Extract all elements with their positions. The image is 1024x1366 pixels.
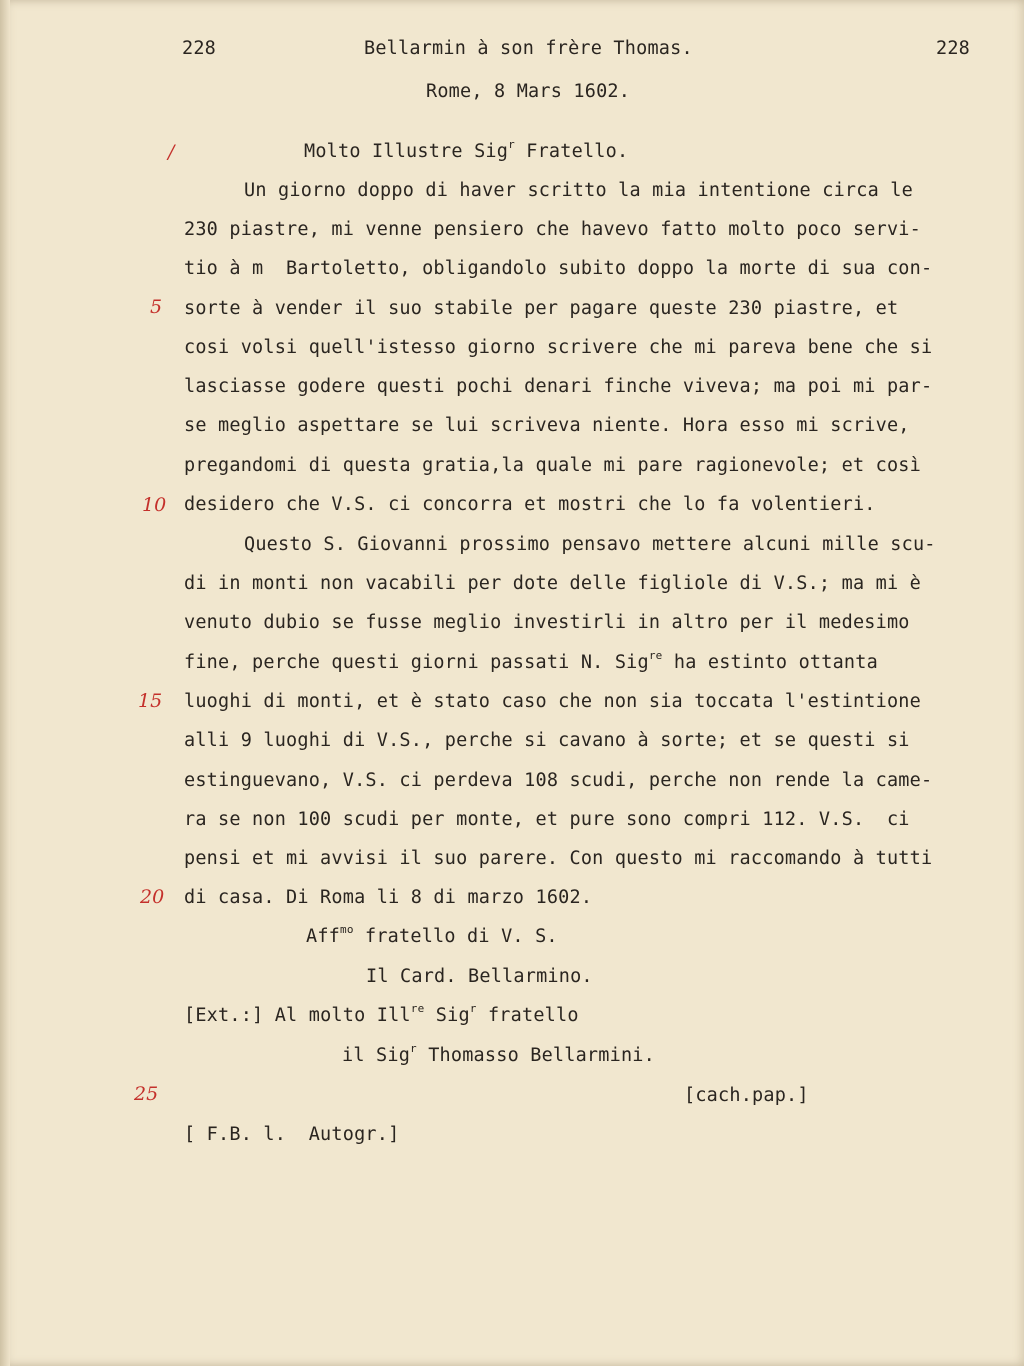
- margin-mark: 25: [134, 1083, 159, 1105]
- address-line: il Sig$^r$ Thomasso Bellarmini.: [342, 1042, 655, 1066]
- body-line: 230 piastre, mi venne pensiero che havevo fatto molto poco servi-: [184, 219, 921, 240]
- margin-mark: /: [168, 141, 175, 163]
- body-line: se meglio aspettare se lui scriveva niente. Hora esso mi scrive,: [184, 415, 910, 436]
- page-edge: [0, 0, 10, 1366]
- closing: Aff$^{mo}$ fratello di V. S.: [306, 923, 558, 947]
- source-note: [ F.B. l. Autogr.]: [184, 1124, 400, 1145]
- dateline: Rome, 8 Mars 1602.: [426, 81, 631, 102]
- body-line: cosi volsi quell'istesso giorno scrivere che mi pareva bene che si: [184, 337, 933, 358]
- body-line: fine, perche questi giorni passati N. Sig$^{re}$ ha estinto ottanta: [184, 649, 878, 673]
- body-line: pensi et mi avvisi il suo parere. Con questo mi raccomando à tutti: [184, 848, 933, 869]
- page-number-right: 228: [936, 38, 971, 59]
- body-line: Un giorno doppo di haver scritto la mia intentione circa le: [244, 180, 913, 201]
- body-line: sorte à vender il suo stabile per pagare queste 230 piastre, et: [184, 298, 899, 319]
- body-line: estinguevano, V.S. ci perdeva 108 scudi, perche non rende la came-: [184, 770, 933, 791]
- margin-mark: 5: [150, 296, 163, 318]
- margin-mark: 10: [142, 494, 167, 516]
- salutation: Molto Illustre Sig$^r$ Fratello.: [304, 138, 629, 162]
- body-line: ra se non 100 scudi per monte, et pure sono compri 112. V.S. ci: [184, 809, 910, 830]
- body-line: luoghi di monti, et è stato caso che non sia toccata l'estintione: [184, 691, 921, 712]
- margin-mark: 20: [140, 886, 165, 908]
- body-line: di casa. Di Roma li 8 di marzo 1602.: [184, 887, 593, 908]
- body-line: tio à m Bartoletto, obligandolo subito doppo la morte di sua con-: [184, 258, 933, 279]
- page-number-left: 228: [182, 38, 217, 59]
- signature: Il Card. Bellarmino.: [366, 966, 593, 987]
- body-line: di in monti non vacabili per dote delle figliole di V.S.; ma mi è: [184, 573, 921, 594]
- body-line: lasciasse godere questi pochi denari finche viveva; ma poi mi par-: [184, 376, 933, 397]
- margin-mark: 15: [138, 690, 163, 712]
- body-line: venuto dubio se fusse meglio investirli in altro per il medesimo: [184, 612, 910, 633]
- address-line: [Ext.:] Al molto Ill$^{re}$ Sig$^r$ fratello: [184, 1002, 579, 1026]
- seal-note: [cach.pap.]: [684, 1085, 809, 1106]
- body-line: Questo S. Giovanni prossimo pensavo mettere alcuni mille scu-: [244, 534, 936, 555]
- body-line: pregandomi di questa gratia,la quale mi pare ragionevole; et così: [184, 455, 921, 476]
- body-line: desidero che V.S. ci concorra et mostri che lo fa volentieri.: [184, 494, 876, 515]
- page-title: Bellarmin à son frère Thomas.: [364, 38, 693, 59]
- body-line: alli 9 luoghi di V.S., perche si cavano à sorte; et se questi si: [184, 730, 910, 751]
